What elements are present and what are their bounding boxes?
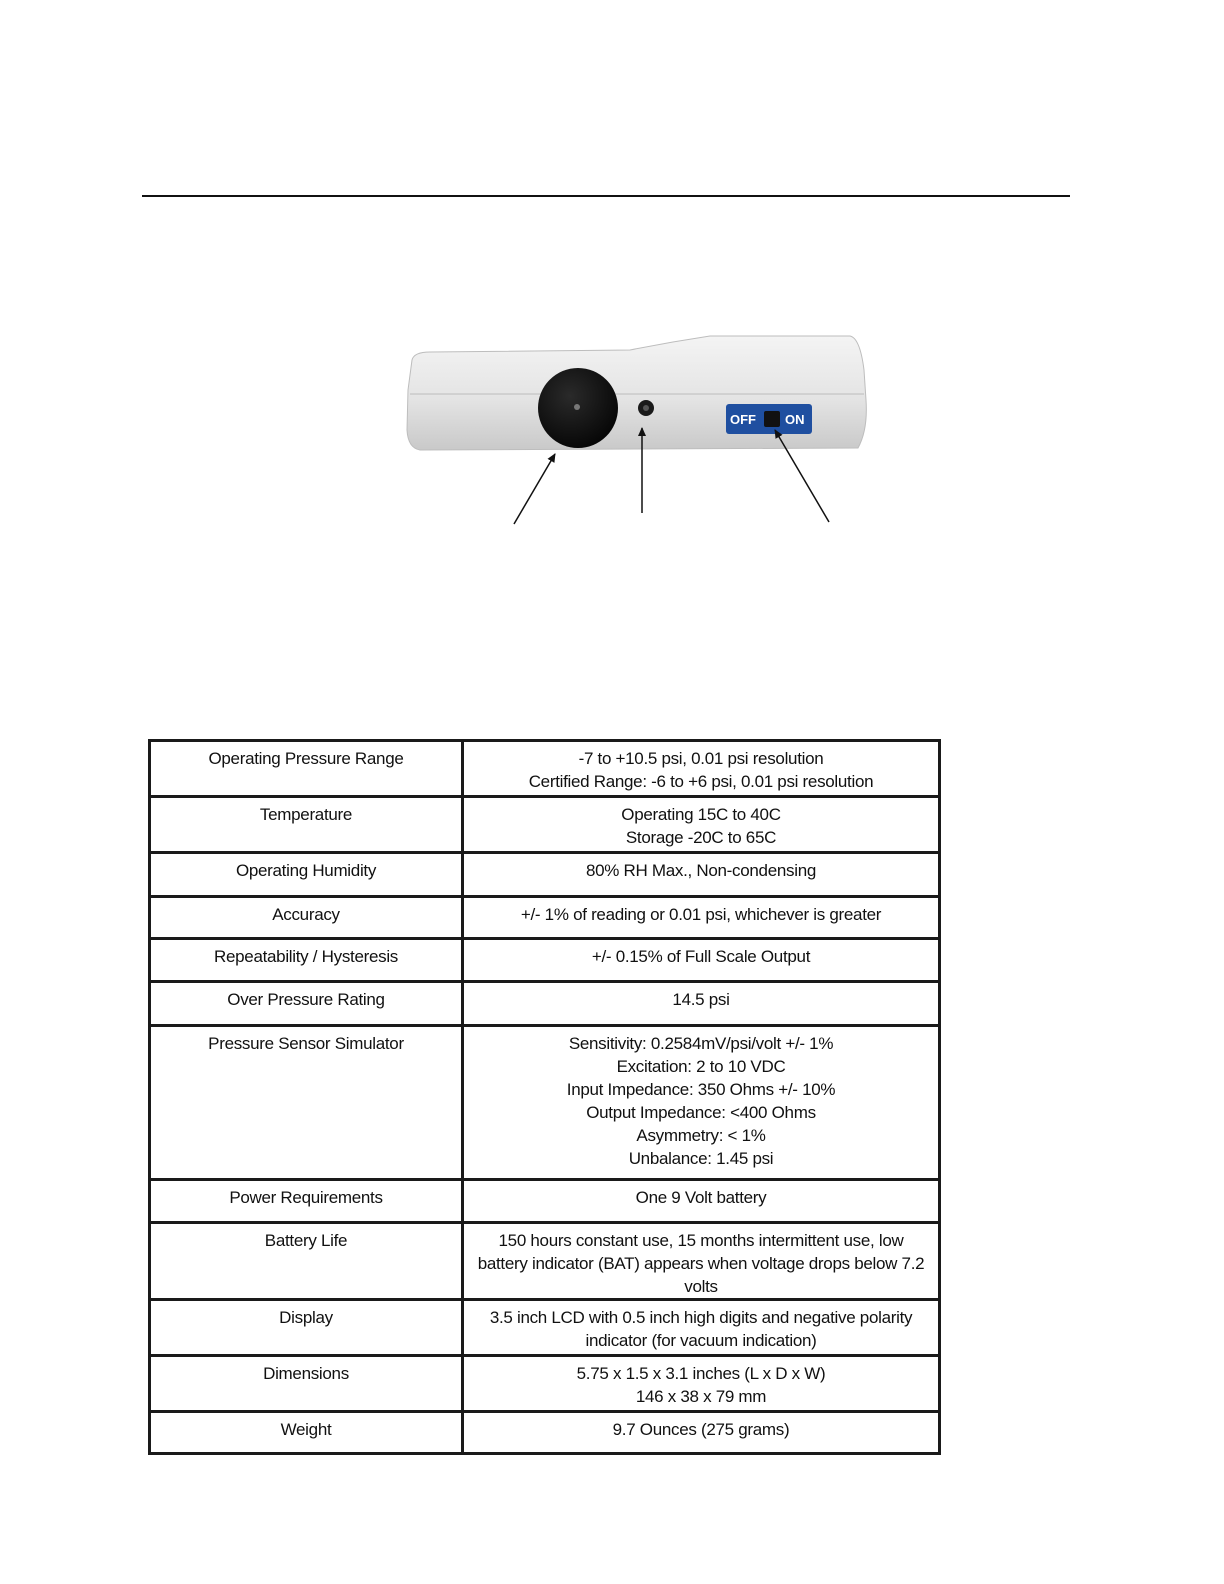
spec-value: 3.5 inch LCD with 0.5 inch high digits and negative polarity indicator (for vacuum indication) bbox=[463, 1300, 940, 1356]
spec-label: Repeatability / Hysteresis bbox=[150, 939, 463, 982]
spec-label: Dimensions bbox=[150, 1356, 463, 1412]
spec-label: Operating Pressure Range bbox=[150, 741, 463, 797]
table-row bbox=[150, 1412, 940, 1454]
table-row bbox=[150, 1356, 940, 1412]
spec-value: 14.5 psi bbox=[463, 982, 940, 1026]
spec-value: One 9 Volt battery bbox=[463, 1180, 940, 1223]
spec-value: 80% RH Max., Non-condensing bbox=[463, 853, 940, 897]
table-row bbox=[150, 982, 940, 1026]
table-row bbox=[150, 939, 940, 982]
power-switch-toggle bbox=[764, 411, 780, 427]
specifications-table bbox=[148, 739, 941, 1455]
spec-label: Battery Life bbox=[150, 1223, 463, 1300]
table-row bbox=[150, 1180, 940, 1223]
table-row bbox=[150, 1300, 940, 1356]
spec-label: Temperature bbox=[150, 797, 463, 853]
switch-on-label: ON bbox=[785, 412, 805, 427]
header-rule bbox=[142, 195, 1070, 197]
switch-off-label: OFF bbox=[730, 412, 756, 427]
spec-value: Sensitivity: 0.2584mV/psi/volt +/- 1% Excitation: 2 to 10 VDC Input Impedance: 350 Ohms +/- 10% Output Impedance: <400 Ohms Asymmetry: < 1% Unbalance: 1.45 psi bbox=[463, 1026, 940, 1180]
spec-value: Operating 15C to 40C Storage -20C to 65C bbox=[463, 797, 940, 853]
spec-value: 9.7 Ounces (275 grams) bbox=[463, 1412, 940, 1454]
spec-label: Weight bbox=[150, 1412, 463, 1454]
table-row bbox=[150, 897, 940, 939]
spec-label: Display bbox=[150, 1300, 463, 1356]
table-row bbox=[150, 797, 940, 853]
device-side-view-photo bbox=[400, 330, 870, 530]
spec-label: Power Requirements bbox=[150, 1180, 463, 1223]
spec-label: Accuracy bbox=[150, 897, 463, 939]
spec-value: 150 hours constant use, 15 months intermittent use, low battery indicator (BAT) appears when voltage drops below 7.2 volts bbox=[463, 1223, 940, 1300]
table-row bbox=[150, 741, 940, 797]
spec-label: Operating Humidity bbox=[150, 853, 463, 897]
spec-label: Pressure Sensor Simulator bbox=[150, 1026, 463, 1180]
table-row bbox=[150, 1223, 940, 1300]
spec-value: +/- 1% of reading or 0.01 psi, whichever is greater bbox=[463, 897, 940, 939]
table-row bbox=[150, 853, 940, 897]
spec-value: +/- 0.15% of Full Scale Output bbox=[463, 939, 940, 982]
spec-label: Over Pressure Rating bbox=[150, 982, 463, 1026]
spec-value: -7 to +10.5 psi, 0.01 psi resolution Certified Range: -6 to +6 psi, 0.01 psi resolution bbox=[463, 741, 940, 797]
table-row bbox=[150, 1026, 940, 1180]
spec-value: 5.75 x 1.5 x 3.1 inches (L x D x W) 146 x 38 x 79 mm bbox=[463, 1356, 940, 1412]
